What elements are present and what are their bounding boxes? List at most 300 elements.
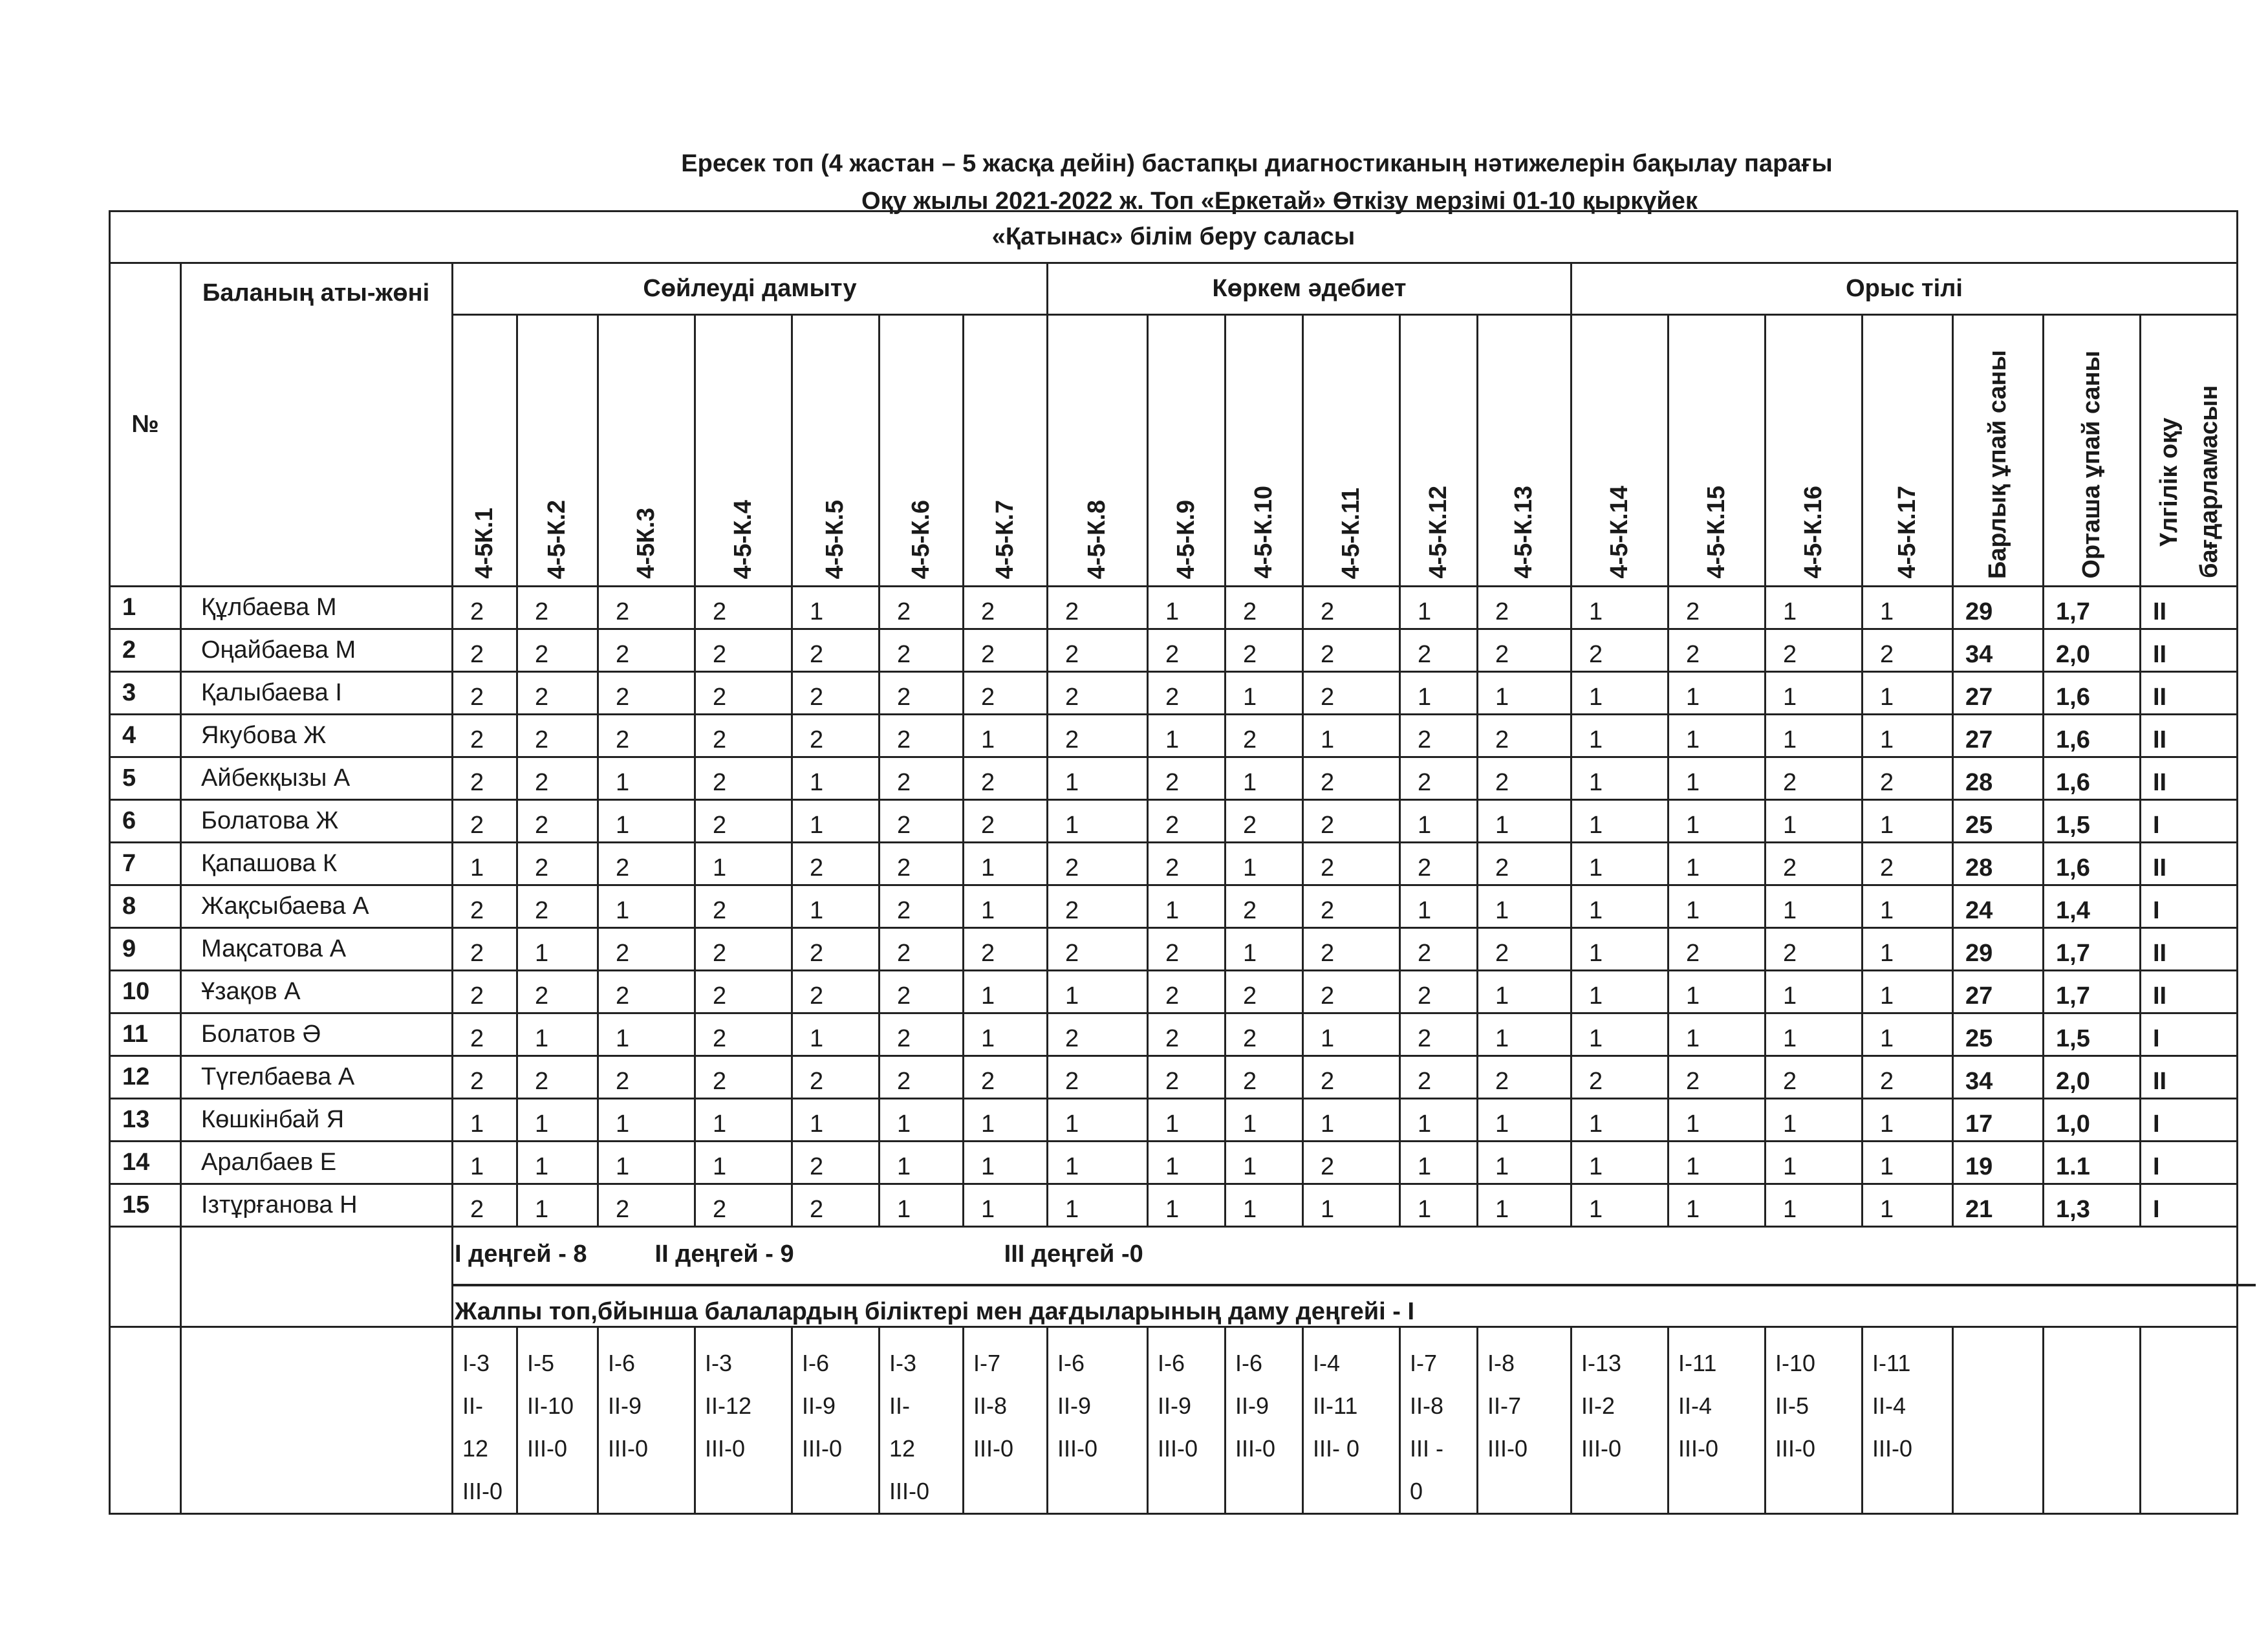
level-count-line: І-5 xyxy=(527,1350,555,1376)
total-score: 21 xyxy=(1953,1184,2044,1227)
level-count-cell xyxy=(1863,1327,1953,1514)
score-cell: 2 xyxy=(1148,928,1226,971)
average-score: 1,6 xyxy=(2044,843,2141,885)
level-count-line: І-7 xyxy=(1410,1350,1438,1376)
summary-blank-number xyxy=(110,1227,181,1327)
table-row xyxy=(110,928,2238,971)
level1-count: І деңгей - 8 xyxy=(455,1240,587,1268)
code-header-4: 4-5-К.4 xyxy=(695,315,792,587)
score-cell: 2 xyxy=(1303,629,1400,672)
level-count-line: ІІІ- 0 xyxy=(1313,1435,1360,1462)
score-cell: 2 xyxy=(453,757,517,800)
code-header-12: 4-5-К.12 xyxy=(1400,315,1478,587)
level-count-line: І-6 xyxy=(1057,1350,1085,1376)
score-cell: 2 xyxy=(517,715,598,757)
average-score: 1,5 xyxy=(2044,800,2141,843)
score-cell: 2 xyxy=(453,587,517,629)
score-cell: 2 xyxy=(1303,928,1400,971)
child-name: Көшкінбай Я xyxy=(181,1099,453,1142)
score-cell: 2 xyxy=(1148,1056,1226,1099)
score-cell: 2 xyxy=(880,757,964,800)
score-cell: 2 xyxy=(517,971,598,1013)
total-score: 19 xyxy=(1953,1142,2044,1184)
program-level: II xyxy=(2141,715,2238,757)
score-cell: 2 xyxy=(1048,928,1148,971)
score-cell: 1 xyxy=(964,1099,1048,1142)
score-cell: 2 xyxy=(1226,800,1303,843)
total-score: 34 xyxy=(1953,629,2044,672)
score-cell: 1 xyxy=(1766,971,1863,1013)
score-cell: 2 xyxy=(695,629,792,672)
summary-blank-name xyxy=(181,1227,453,1327)
level-count-line: ІІІ-0 xyxy=(608,1435,649,1462)
score-cell: 2 xyxy=(453,971,517,1013)
level-count-line: ІІІ-0 xyxy=(1235,1435,1276,1462)
score-cell: 1 xyxy=(1571,587,1669,629)
score-cell: 1 xyxy=(964,971,1048,1013)
score-cell: 2 xyxy=(1669,587,1766,629)
score-cell: 2 xyxy=(1571,1056,1669,1099)
score-cell: 1 xyxy=(1571,1184,1669,1227)
score-cell: 1 xyxy=(1571,1142,1669,1184)
code-header-11: 4-5-К.11 xyxy=(1303,315,1400,587)
score-cell: 1 xyxy=(1669,672,1766,715)
score-cell: 1 xyxy=(964,1013,1048,1056)
score-cell: 1 xyxy=(1766,715,1863,757)
average-score: 1,5 xyxy=(2044,1013,2141,1056)
score-cell: 1 xyxy=(1863,885,1953,928)
score-cell: 2 xyxy=(1148,757,1226,800)
score-cell: 1 xyxy=(453,843,517,885)
score-cell: 2 xyxy=(1048,672,1148,715)
table-row xyxy=(110,1056,2238,1099)
level-count-line: 12 xyxy=(462,1435,489,1462)
total-score: 28 xyxy=(1953,843,2044,885)
score-cell: 1 xyxy=(1226,928,1303,971)
score-cell: 1 xyxy=(1400,1184,1478,1227)
total-score: 29 xyxy=(1953,587,2044,629)
score-cell: 2 xyxy=(792,843,880,885)
score-cell: 1 xyxy=(1303,1099,1400,1142)
score-cell: 2 xyxy=(1863,629,1953,672)
score-cell: 1 xyxy=(1766,1142,1863,1184)
total-score: 24 xyxy=(1953,885,2044,928)
level-count-line: ІІІ-0 xyxy=(1678,1435,1719,1462)
program-level: II xyxy=(2141,757,2238,800)
average-score: 1.1 xyxy=(2044,1142,2141,1184)
score-cell: 1 xyxy=(1400,672,1478,715)
score-cell: 2 xyxy=(880,1013,964,1056)
level-count-line: ІІ-4 xyxy=(1872,1392,1906,1419)
level-count-cell xyxy=(1400,1327,1478,1514)
score-cell: 2 xyxy=(1400,1056,1478,1099)
average-score: 1,4 xyxy=(2044,885,2141,928)
summary-block xyxy=(453,1227,2238,1327)
score-cell: 2 xyxy=(1400,928,1478,971)
score-cell: 1 xyxy=(1400,885,1478,928)
score-cell: 2 xyxy=(1766,629,1863,672)
score-cell: 2 xyxy=(1478,715,1571,757)
score-cell: 2 xyxy=(1571,629,1669,672)
score-cell: 1 xyxy=(1478,971,1571,1013)
score-cell: 2 xyxy=(517,757,598,800)
score-cell: 2 xyxy=(598,629,695,672)
level-count-line: І-6 xyxy=(802,1350,830,1376)
score-cell: 1 xyxy=(1571,672,1669,715)
score-cell: 1 xyxy=(1048,800,1148,843)
score-cell: 2 xyxy=(1400,843,1478,885)
level-count-cell xyxy=(1148,1327,1226,1514)
program-level: I xyxy=(2141,800,2238,843)
score-cell: 2 xyxy=(453,800,517,843)
number-header: № xyxy=(110,263,181,587)
average-score: 1,7 xyxy=(2044,928,2141,971)
score-cell: 2 xyxy=(1148,843,1226,885)
score-cell: 1 xyxy=(1571,1013,1669,1056)
score-cell: 1 xyxy=(517,1142,598,1184)
score-cell: 2 xyxy=(1669,1056,1766,1099)
levels-blank-number xyxy=(110,1327,181,1514)
score-cell: 2 xyxy=(517,885,598,928)
level-count-line: І-10 xyxy=(1775,1350,1816,1376)
score-cell: 2 xyxy=(695,928,792,971)
total-score: 29 xyxy=(1953,928,2044,971)
level-count-cell xyxy=(1669,1327,1766,1514)
score-cell: 1 xyxy=(598,757,695,800)
score-cell: 1 xyxy=(695,1099,792,1142)
score-cell: 2 xyxy=(598,971,695,1013)
score-cell: 2 xyxy=(1303,1056,1400,1099)
level-count-line: ІІІ-0 xyxy=(1158,1435,1198,1462)
level-count-line: ІІ-10 xyxy=(527,1392,574,1419)
program-level: II xyxy=(2141,587,2238,629)
score-cell: 2 xyxy=(1048,885,1148,928)
level-count-line: ІІ-8 xyxy=(1410,1392,1444,1419)
level-count-line: ІІ-2 xyxy=(1581,1392,1615,1419)
level-count-line: ІІІ-0 xyxy=(1487,1435,1528,1462)
score-cell: 1 xyxy=(1571,800,1669,843)
score-cell: 1 xyxy=(792,757,880,800)
score-cell: 2 xyxy=(517,629,598,672)
child-name: Қапашова К xyxy=(181,843,453,885)
score-cell: 2 xyxy=(598,587,695,629)
score-cell: 1 xyxy=(1226,672,1303,715)
score-cell: 2 xyxy=(1303,885,1400,928)
level-count-line: І-11 xyxy=(1872,1350,1911,1376)
score-cell: 2 xyxy=(1226,587,1303,629)
score-cell: 1 xyxy=(1669,1142,1766,1184)
level-count-cell xyxy=(1226,1327,1303,1514)
score-cell: 2 xyxy=(1766,843,1863,885)
score-cell: 2 xyxy=(792,1142,880,1184)
level-count-line: ІІІ-0 xyxy=(889,1478,930,1504)
score-cell: 2 xyxy=(964,800,1048,843)
program-level: I xyxy=(2141,1013,2238,1056)
row-number: 9 xyxy=(110,928,181,971)
level-count-line: ІІ-5 xyxy=(1775,1392,1809,1419)
score-cell: 2 xyxy=(1863,757,1953,800)
score-cell: 2 xyxy=(1478,587,1571,629)
score-cell: 2 xyxy=(1048,1013,1148,1056)
table-row xyxy=(110,672,2238,715)
score-cell: 2 xyxy=(453,1056,517,1099)
child-name: Оңайбаева М xyxy=(181,629,453,672)
level-count-line: ІІІ-0 xyxy=(1057,1435,1098,1462)
score-cell: 2 xyxy=(1478,1056,1571,1099)
level-count-line: І-6 xyxy=(608,1350,636,1376)
score-cell: 1 xyxy=(964,843,1048,885)
score-cell: 2 xyxy=(453,672,517,715)
score-cell: 1 xyxy=(517,1099,598,1142)
score-cell: 2 xyxy=(1148,971,1226,1013)
score-cell: 2 xyxy=(1303,757,1400,800)
code-header-15: 4-5-К.15 xyxy=(1669,315,1766,587)
table-row xyxy=(110,1184,2238,1227)
score-cell: 2 xyxy=(964,629,1048,672)
score-cell: 2 xyxy=(792,629,880,672)
average-score: 1,7 xyxy=(2044,971,2141,1013)
level-count-cell xyxy=(880,1327,964,1514)
score-cell: 1 xyxy=(1478,1142,1571,1184)
program-level: I xyxy=(2141,1142,2238,1184)
score-cell: 1 xyxy=(964,715,1048,757)
score-cell: 1 xyxy=(1669,757,1766,800)
score-cell: 2 xyxy=(880,843,964,885)
score-cell: 1 xyxy=(1571,928,1669,971)
level-count-line: ІІІ-0 xyxy=(1872,1435,1913,1462)
sheet-subtitle: Оқу жылы 2021-2022 ж. Топ «Еркетай» Өткізу мерзімі 01-10 қыркүйек xyxy=(861,188,1698,215)
score-cell: 2 xyxy=(453,1013,517,1056)
program-level: II xyxy=(2141,928,2238,971)
level-count-line: ІІ-9 xyxy=(608,1392,642,1419)
score-cell: 2 xyxy=(1669,928,1766,971)
score-cell: 2 xyxy=(880,715,964,757)
row-number: 6 xyxy=(110,800,181,843)
row-number: 13 xyxy=(110,1099,181,1142)
table-row xyxy=(110,843,2238,885)
child-name: Якубова Ж xyxy=(181,715,453,757)
score-cell: 2 xyxy=(1148,800,1226,843)
level-count-line: І-6 xyxy=(1235,1350,1263,1376)
score-cell: 2 xyxy=(1400,757,1478,800)
level-count-line: І-8 xyxy=(1487,1350,1515,1376)
score-cell: 1 xyxy=(598,1142,695,1184)
score-cell: 1 xyxy=(1863,971,1953,1013)
score-cell: 1 xyxy=(1478,1099,1571,1142)
program-level: I xyxy=(2141,1184,2238,1227)
program-level: II xyxy=(2141,1056,2238,1099)
score-cell: 2 xyxy=(1478,928,1571,971)
score-cell: 2 xyxy=(880,885,964,928)
level-count-empty xyxy=(2141,1327,2238,1514)
score-cell: 2 xyxy=(695,885,792,928)
score-cell: 2 xyxy=(598,1184,695,1227)
code-header-7: 4-5-К.7 xyxy=(964,315,1048,587)
level-count-line: 12 xyxy=(889,1435,916,1462)
score-cell: 2 xyxy=(1303,672,1400,715)
score-cell: 1 xyxy=(1148,715,1226,757)
score-cell: 1 xyxy=(1766,1184,1863,1227)
code-header-13: 4-5-К.13 xyxy=(1478,315,1571,587)
average-score: 1,6 xyxy=(2044,715,2141,757)
code-header-3: 4-5К.3 xyxy=(598,315,695,587)
score-cell: 2 xyxy=(1400,629,1478,672)
score-cell: 1 xyxy=(1226,1184,1303,1227)
score-cell: 2 xyxy=(695,757,792,800)
average-score: 2,0 xyxy=(2044,1056,2141,1099)
score-cell: 2 xyxy=(964,928,1048,971)
score-cell: 2 xyxy=(880,587,964,629)
score-cell: 1 xyxy=(1766,672,1863,715)
level-count-line: ІІ-8 xyxy=(973,1392,1008,1419)
score-cell: 1 xyxy=(1226,757,1303,800)
score-cell: 2 xyxy=(1226,629,1303,672)
child-name: Болатова Ж xyxy=(181,800,453,843)
score-cell: 1 xyxy=(1303,1013,1400,1056)
score-cell: 2 xyxy=(1766,757,1863,800)
level-count-cell xyxy=(1571,1327,1669,1514)
table-row xyxy=(110,1013,2238,1056)
level-count-line: ІІ-9 xyxy=(1235,1392,1269,1419)
child-name: Қалыбаева І xyxy=(181,672,453,715)
score-cell: 1 xyxy=(1863,800,1953,843)
score-cell: 1 xyxy=(1669,715,1766,757)
child-name: Құлбаева М xyxy=(181,587,453,629)
category-literature: Көркем әдебиет xyxy=(1048,263,1571,315)
score-cell: 2 xyxy=(695,1184,792,1227)
level-count-line: ІІІ-0 xyxy=(1775,1435,1816,1462)
score-cell: 1 xyxy=(1048,971,1148,1013)
total-score: 27 xyxy=(1953,672,2044,715)
score-cell: 1 xyxy=(792,1099,880,1142)
sheet-title: Ересек топ (4 жастан – 5 жасқа дейін) бастапқы диагностиканың нәтижелерін бақылау парағы xyxy=(681,150,1833,177)
score-cell: 2 xyxy=(880,928,964,971)
score-cell: 2 xyxy=(517,843,598,885)
program-level: II xyxy=(2141,629,2238,672)
row-number: 10 xyxy=(110,971,181,1013)
score-cell: 2 xyxy=(1669,629,1766,672)
score-cell: 2 xyxy=(1048,587,1148,629)
level-count-line: ІІІ-0 xyxy=(1581,1435,1622,1462)
score-cell: 1 xyxy=(1766,587,1863,629)
average-score: 1,6 xyxy=(2044,757,2141,800)
score-cell: 2 xyxy=(1148,629,1226,672)
code-header-1: 4-5К.1 xyxy=(453,315,517,587)
score-cell: 2 xyxy=(1303,843,1400,885)
code-header-16: 4-5-К.16 xyxy=(1766,315,1863,587)
row-number: 12 xyxy=(110,1056,181,1099)
total-score: 27 xyxy=(1953,971,2044,1013)
code-header-5: 4-5-К.5 xyxy=(792,315,880,587)
score-cell: 2 xyxy=(964,1056,1048,1099)
child-name: Жақсыбаева А xyxy=(181,885,453,928)
child-name: Ізтұрғанова Н xyxy=(181,1184,453,1227)
score-cell: 1 xyxy=(1226,1099,1303,1142)
score-cell: 1 xyxy=(517,928,598,971)
score-cell: 2 xyxy=(1226,1013,1303,1056)
score-cell: 1 xyxy=(880,1099,964,1142)
level-count-line: ІІІ-0 xyxy=(705,1435,746,1462)
average-score: 1,6 xyxy=(2044,672,2141,715)
score-cell: 1 xyxy=(1226,843,1303,885)
score-cell: 1 xyxy=(880,1184,964,1227)
score-cell: 1 xyxy=(1400,1099,1478,1142)
score-cell: 2 xyxy=(517,800,598,843)
score-cell: 1 xyxy=(1571,715,1669,757)
score-cell: 2 xyxy=(964,672,1048,715)
program-level: II xyxy=(2141,672,2238,715)
score-cell: 1 xyxy=(1478,800,1571,843)
score-cell: 1 xyxy=(1478,1013,1571,1056)
score-cell: 1 xyxy=(1669,971,1766,1013)
score-cell: 1 xyxy=(1478,672,1571,715)
score-cell: 1 xyxy=(1571,971,1669,1013)
score-cell: 2 xyxy=(880,800,964,843)
level-count-cell xyxy=(1048,1327,1148,1514)
score-cell: 1 xyxy=(964,1142,1048,1184)
score-cell: 2 xyxy=(598,1056,695,1099)
level-count-line: ІІ-11 xyxy=(1313,1392,1358,1419)
level-count-cell xyxy=(964,1327,1048,1514)
score-cell: 1 xyxy=(1766,800,1863,843)
level-count-cell xyxy=(598,1327,695,1514)
level-count-cell xyxy=(792,1327,880,1514)
overall-level: Жалпы топ,бйынша балалардың біліктері мен дағдыларының даму деңгейі - І xyxy=(455,1298,1415,1325)
score-cell: 1 xyxy=(1226,1142,1303,1184)
score-cell: 2 xyxy=(453,715,517,757)
score-cell: 2 xyxy=(792,971,880,1013)
level-count-cell xyxy=(1478,1327,1571,1514)
code-header-14: 4-5-К.14 xyxy=(1571,315,1669,587)
score-cell: 2 xyxy=(792,928,880,971)
table-row xyxy=(110,971,2238,1013)
program-level: I xyxy=(2141,885,2238,928)
level-count-line: 0 xyxy=(1410,1478,1423,1504)
score-cell: 2 xyxy=(1226,971,1303,1013)
row-number: 15 xyxy=(110,1184,181,1227)
level-count-line: І-11 xyxy=(1678,1350,1717,1376)
score-cell: 2 xyxy=(1303,800,1400,843)
code-header-10: 4-5-К.10 xyxy=(1226,315,1303,587)
score-cell: 1 xyxy=(1863,1184,1953,1227)
area-title: «Қатынас» білім беру саласы xyxy=(110,211,2238,263)
table-row xyxy=(110,629,2238,672)
score-cell: 1 xyxy=(1669,1099,1766,1142)
total-score: 27 xyxy=(1953,715,2044,757)
score-cell: 1 xyxy=(1400,587,1478,629)
score-cell: 2 xyxy=(1303,587,1400,629)
average-header: Орташа ұпай саны xyxy=(2044,315,2141,587)
diagnostic-table xyxy=(109,210,2238,1515)
code-header-6: 4-5-К.6 xyxy=(880,315,964,587)
level-count-line: ІІ-7 xyxy=(1487,1392,1522,1419)
table-row xyxy=(110,715,2238,757)
level-count-line: І-6 xyxy=(1158,1350,1185,1376)
score-cell: 2 xyxy=(1478,629,1571,672)
score-cell: 2 xyxy=(598,672,695,715)
score-cell: 1 xyxy=(1303,715,1400,757)
table-row xyxy=(110,757,2238,800)
score-cell: 1 xyxy=(453,1142,517,1184)
table-row xyxy=(110,800,2238,843)
score-cell: 1 xyxy=(792,885,880,928)
score-cell: 2 xyxy=(792,672,880,715)
average-score: 1,3 xyxy=(2044,1184,2141,1227)
score-cell: 2 xyxy=(792,1184,880,1227)
score-cell: 2 xyxy=(880,672,964,715)
level-count-line: ІІ-9 xyxy=(1158,1392,1192,1419)
score-cell: 2 xyxy=(1478,843,1571,885)
